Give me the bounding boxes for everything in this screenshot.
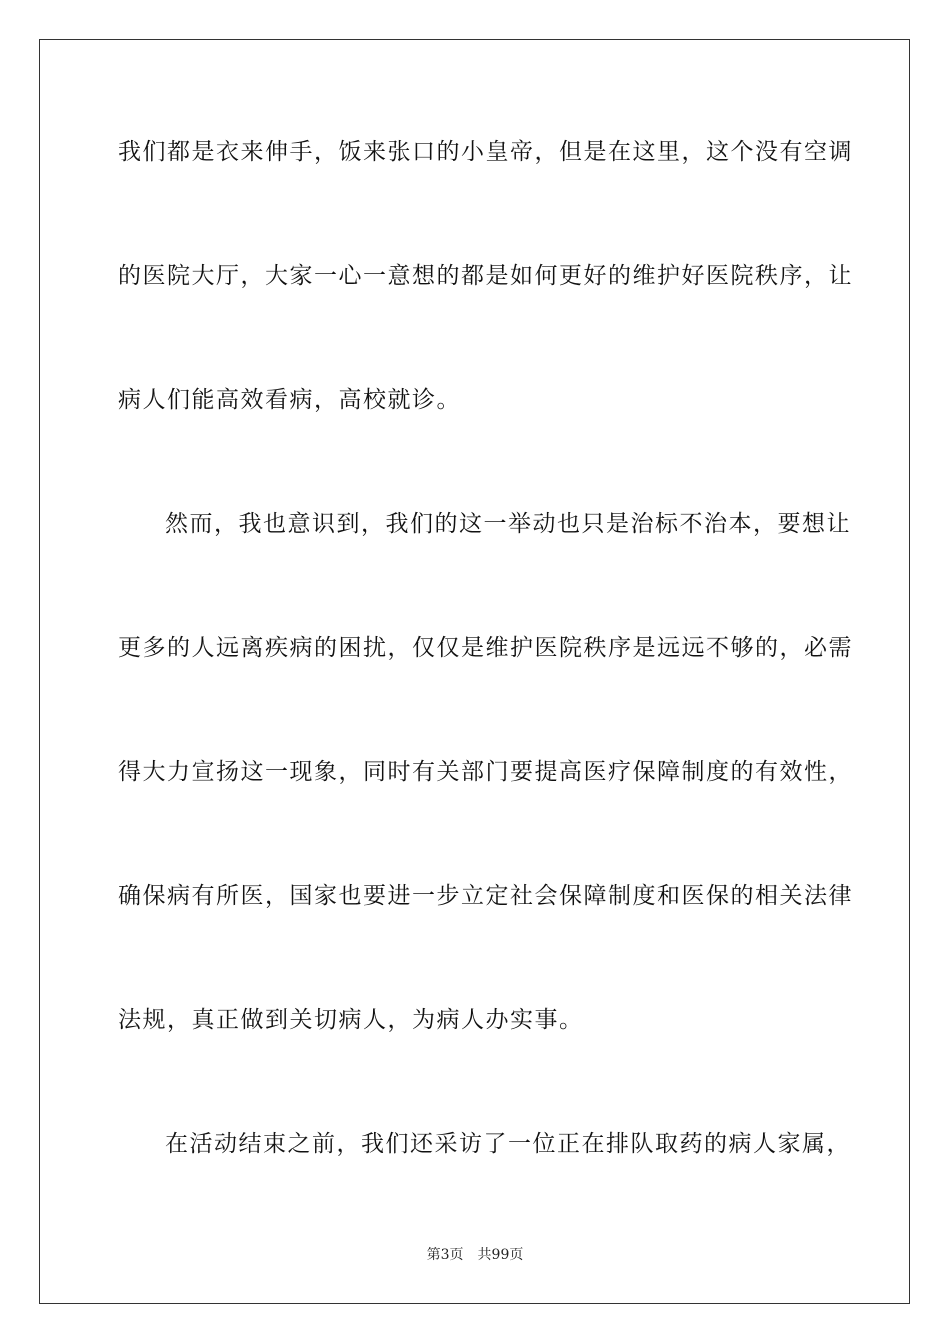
body-text-line: 病人们能高效看病，高校就诊。 [118, 387, 461, 413]
body-text-line: 更多的人远离疾病的困扰，仅仅是维护医院秩序是远远不够的，必需 [118, 635, 853, 661]
total-pages: 共99页 [477, 1247, 524, 1263]
page-footer [0, 1246, 950, 1264]
body-text-line: 然而，我也意识到，我们的这一举动也只是治标不治本，要想让 [165, 511, 851, 537]
page-border [39, 39, 910, 1304]
body-text-line: 在活动结束之前，我们还采访了一位正在排队取药的病人家属， [165, 1131, 851, 1157]
page-number: 第3页 [426, 1247, 464, 1263]
body-text-line: 的医院大厅，大家一心一意想的都是如何更好的维护好医院秩序，让 [118, 263, 853, 289]
body-text-line: 确保病有所医，国家也要进一步立定社会保障制度和医保的相关法律 [118, 883, 853, 909]
body-text-line: 得大力宣扬这一现象，同时有关部门要提高医疗保障制度的有效性， [118, 759, 853, 785]
body-text-line: 法规，真正做到关切病人，为病人办实事。 [118, 1007, 584, 1033]
body-text-line: 我们都是衣来伸手，饭来张口的小皇帝，但是在这里，这个没有空调 [118, 139, 853, 165]
